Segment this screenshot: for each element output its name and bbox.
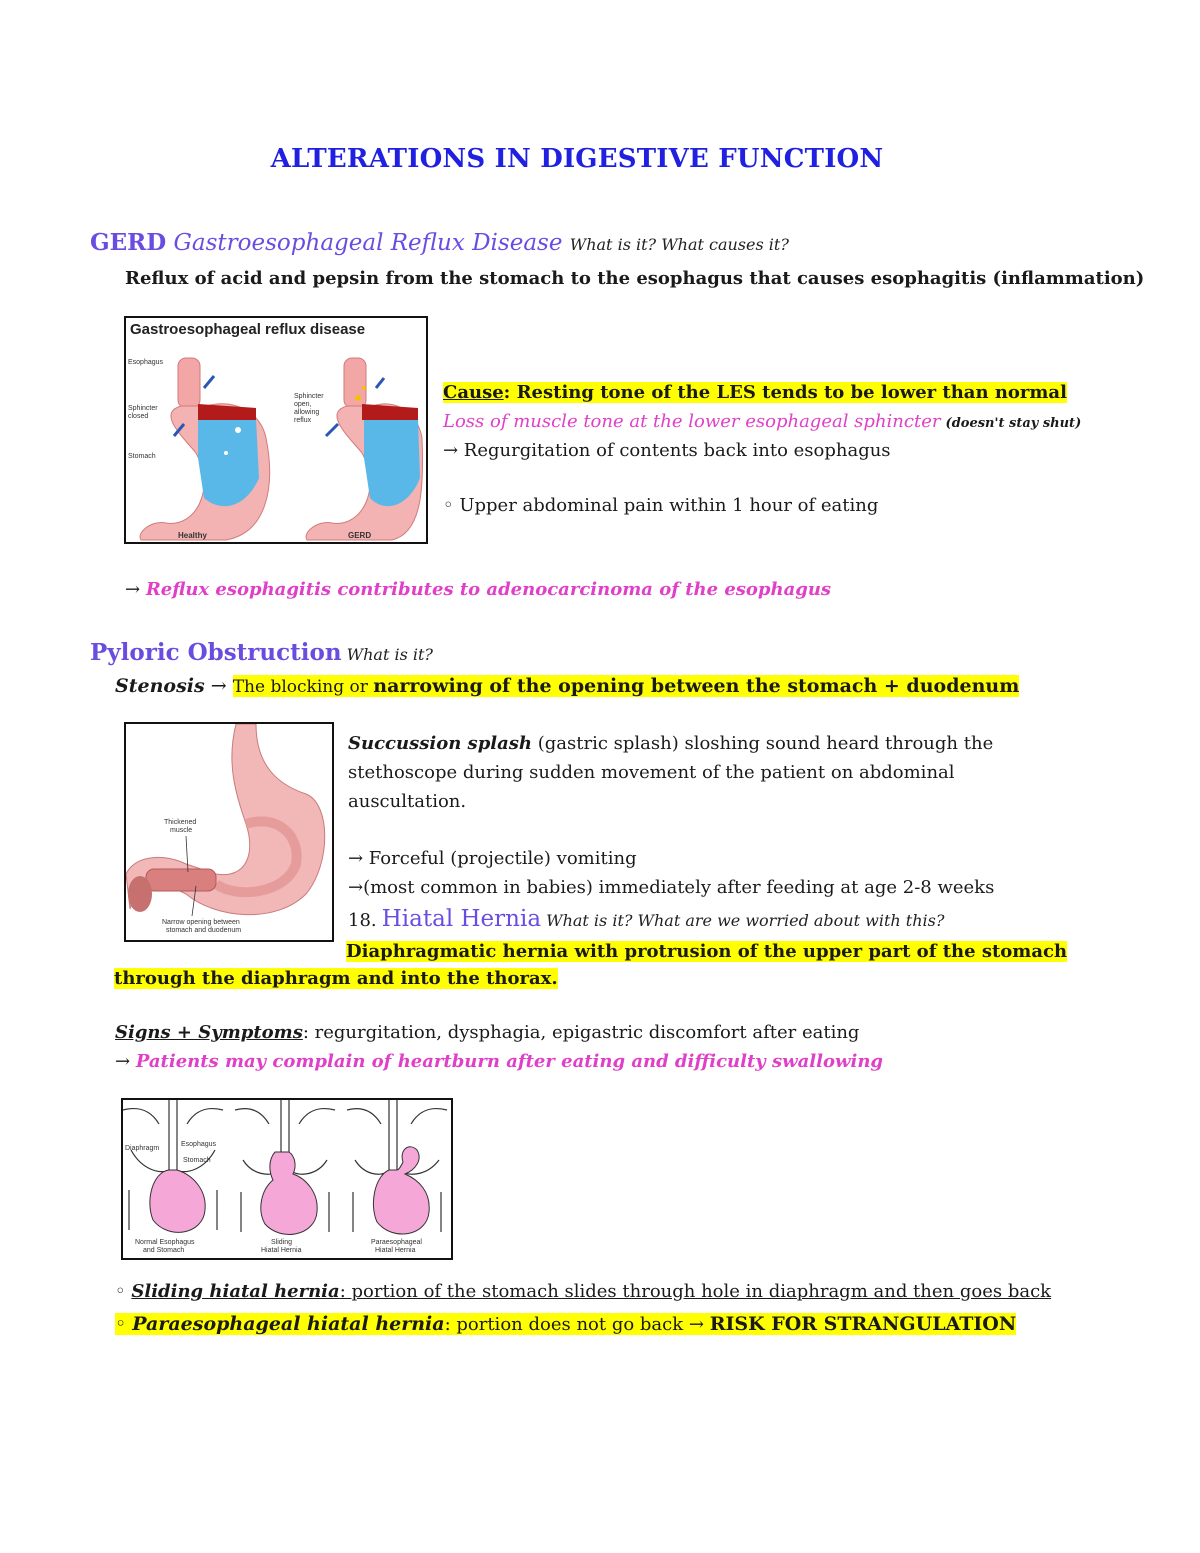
label-stomach: Stomach [128, 453, 156, 460]
caption-sliding-1: Sliding [271, 1239, 293, 1246]
gerd-regurgitation: → Regurgitation of contents back into esophagus [443, 440, 891, 461]
signs-text: : regurgitation, dysphagia, epigastric discomfort after eating [302, 1022, 860, 1043]
pyloric-babies: →(most common in babies) immediately after feeding at age 2-8 weeks [348, 877, 995, 898]
label-muscle: muscle [170, 827, 193, 834]
para-risk: RISK FOR STRANGULATION [709, 1313, 1017, 1335]
gerd-pain: ◦ Upper abdominal pain within 1 hour of eating [443, 495, 879, 516]
bullet-icon: ◦ [115, 1281, 126, 1302]
hiatal-question: What is it? What are we worried about with this? [546, 911, 945, 930]
page-title: ALTERATIONS IN DIGESTIVE FUNCTION [270, 144, 884, 174]
gerd-figure [124, 316, 428, 544]
gerd-heading [90, 229, 789, 256]
pyloric-figure [124, 722, 334, 942]
succussion-label: Succussion splash [348, 733, 532, 754]
hiatal-patients [115, 1051, 883, 1072]
label-sphincter-open: Sphincter [294, 393, 324, 400]
succussion-line-2: stethoscope during sudden movement of the patient on abdominal [348, 762, 955, 783]
stenosis-label: Stenosis [115, 675, 205, 697]
hiatal-signs [115, 1022, 859, 1043]
label-closed: closed [128, 413, 149, 420]
para-text: : portion does not go back → [444, 1314, 710, 1335]
cause-label: Cause [443, 382, 504, 403]
hiatal-def-1-text: Diaphragmatic hernia with protrusion of the upper part of the stomach [346, 941, 1068, 962]
hiatal-illustration [123, 1100, 451, 1258]
label-esophagus: Esophagus [181, 1141, 217, 1148]
gerd-loss [443, 411, 1081, 432]
caption-para-1: Paraesophageal [371, 1239, 422, 1246]
gerd-stomach-drawing [306, 358, 423, 540]
para-bullet [115, 1313, 1016, 1335]
label-allowing: allowing [294, 409, 320, 416]
hiatal-figure [121, 1098, 453, 1260]
hiatal-def-2-text: through the diaphragm and into the thorax. [114, 968, 558, 989]
label-narrow-opening: Narrow opening between [162, 919, 240, 926]
succussion-line-3: auscultation. [348, 791, 467, 812]
sliding-label: Sliding hiatal hernia [131, 1281, 340, 1302]
stenosis-line [115, 675, 1019, 697]
gerd-abbr: GERD [90, 229, 167, 256]
label-thickened: Thickened [164, 819, 197, 826]
cause-text: : Resting tone of the LES tends to be lower than normal [503, 382, 1067, 403]
arrow-icon [376, 378, 384, 388]
reflux-note-text: Reflux esophagitis contributes to adenocarcinoma of the esophagus [145, 579, 832, 600]
sliding-text: : portion of the stomach slides through hole in diaphragm and then goes back [339, 1281, 1052, 1302]
para-label: Paraesophageal hiatal hernia [132, 1313, 445, 1335]
stenosis-hl-2: narrowing of the opening between the stomach + duodenum [373, 675, 1020, 697]
succussion-line-1 [348, 733, 993, 754]
gerd-figure-title: Gastroesophageal reflux disease [130, 321, 366, 338]
gerd-name: Gastroesophageal Reflux Disease [173, 230, 563, 256]
succussion-text-1: (gastric splash) sloshing sound heard through the [532, 733, 994, 754]
arrow-icon: → [125, 579, 141, 600]
caption-para-2: Hiatal Hernia [375, 1247, 416, 1254]
sliding-bullet [115, 1281, 1051, 1302]
loss-note: (doesn't stay shut) [945, 416, 1082, 431]
label-stomach-duodenum: stomach and duodenum [166, 927, 242, 934]
signs-label: Signs + Symptoms [115, 1022, 303, 1043]
hiatal-def-1 [346, 941, 1067, 962]
stenosis-arrow: → [204, 675, 227, 697]
label-esophagus: Esophagus [128, 359, 164, 366]
caption-normal-2: and Stomach [143, 1247, 185, 1254]
loss-text: Loss of muscle tone at the lower esophageal sphincter [443, 411, 941, 432]
gerd-reflux-note [125, 579, 831, 600]
pyloric-title: Pyloric Obstruction [90, 639, 342, 666]
caption-healthy: Healthy [178, 531, 207, 540]
pyloric-vomit: → Forceful (projectile) vomiting [348, 848, 637, 869]
gerd-illustration [126, 318, 426, 542]
label-sphincter-closed: Sphincter [128, 405, 158, 412]
hiatal-title: Hiatal Hernia [381, 906, 542, 932]
arrow-icon [204, 376, 214, 388]
pyloric-question: What is it? [346, 645, 433, 664]
gerd-question: What is it? What causes it? [569, 235, 789, 254]
label-stomach: Stomach [183, 1157, 211, 1164]
arrow-icon: → [115, 1051, 131, 1072]
pyloric-heading [90, 639, 433, 666]
arrow-icon [326, 424, 338, 436]
pyloric-illustration [126, 724, 332, 940]
caption-gerd: GERD [348, 531, 372, 540]
label-open: open, [294, 401, 312, 408]
hiatal-number: 18. [348, 910, 377, 931]
gerd-cause [443, 382, 1067, 403]
patients-note: Patients may complain of heartburn after eating and difficulty swallowing [135, 1051, 883, 1072]
bullet-icon: ◦ [115, 1313, 127, 1335]
label-reflux: reflux [294, 417, 312, 424]
stenosis-hl-1: The blocking or [232, 677, 374, 697]
caption-sliding-2: Hiatal Hernia [261, 1247, 302, 1254]
gerd-definition: Reflux of acid and pepsin from the stomach to the esophagus that causes esophagitis (inflammation) [125, 268, 1145, 289]
label-diaphragm: Diaphragm [125, 1145, 160, 1152]
hiatal-heading [348, 906, 944, 932]
caption-normal-1: Normal Esophagus [135, 1239, 195, 1246]
hiatal-def-2 [114, 968, 558, 989]
